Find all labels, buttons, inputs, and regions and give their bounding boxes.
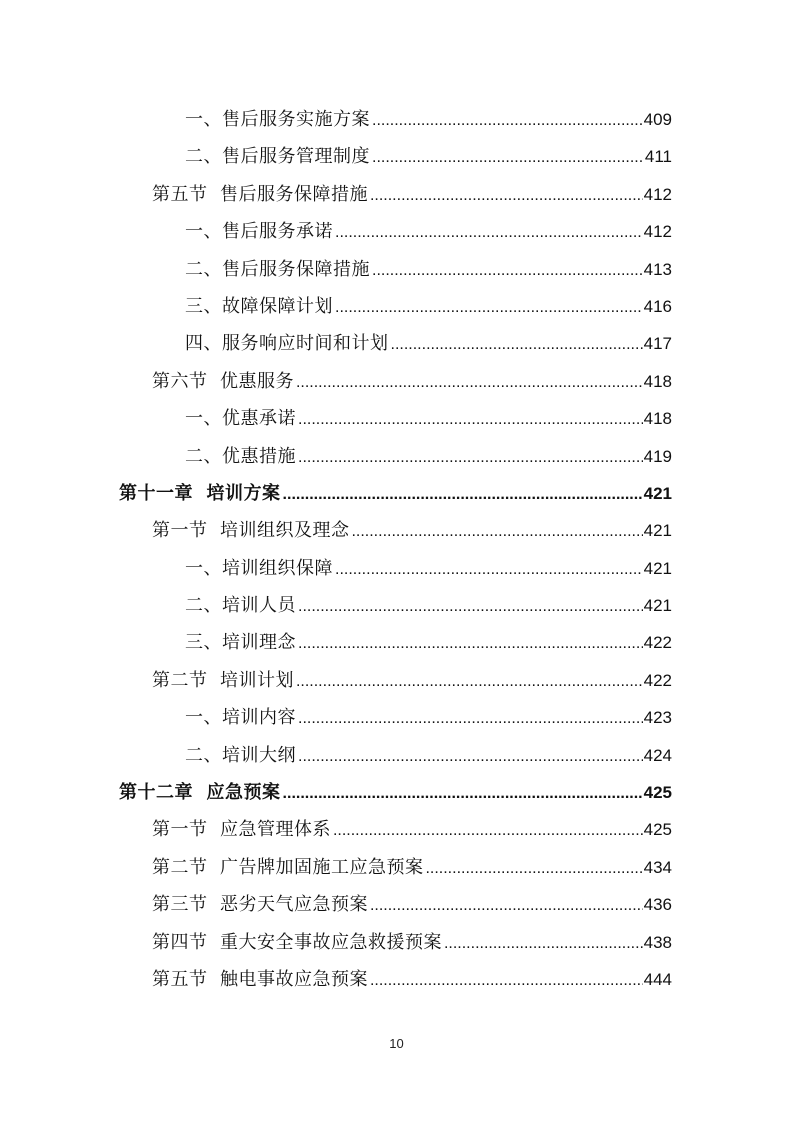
toc-section-entry[interactable] — [0, 849, 793, 886]
toc-entry-title: 二、培训人员 — [185, 595, 296, 617]
toc-dot-leader — [351, 513, 642, 550]
toc-entry-title: 第二节 培训计划 — [152, 669, 294, 691]
toc-page-number: 425 — [643, 820, 672, 840]
toc-dot-leader — [370, 962, 643, 999]
toc-section-entry[interactable] — [0, 886, 793, 923]
toc-entry-title: 一、优惠承诺 — [185, 408, 296, 430]
toc-page-number: 444 — [643, 969, 672, 989]
toc-entry-title: 第一节 应急管理体系 — [152, 819, 331, 841]
toc-page-number: 424 — [643, 745, 672, 765]
toc-chapter-entry[interactable] — [0, 475, 793, 512]
toc-entry-title: 第六节 优惠服务 — [152, 370, 294, 392]
toc-entry-title: 三、故障保障计划 — [185, 295, 333, 317]
toc-entry-title: 二、售后服务管理制度 — [185, 146, 370, 168]
toc-subsection-entry[interactable] — [0, 400, 793, 437]
toc-dot-leader — [298, 588, 643, 625]
toc-subsection-entry[interactable] — [0, 737, 793, 774]
toc-entry-title: 第一节 培训组织及理念 — [152, 520, 350, 542]
table-of-contents — [0, 101, 793, 998]
toc-subsection-entry[interactable] — [0, 438, 793, 475]
toc-subsection-entry[interactable] — [0, 101, 793, 138]
toc-subsection-entry[interactable] — [0, 550, 793, 587]
toc-entry-title: 第十一章 培训方案 — [119, 482, 281, 504]
page-number: 10 — [389, 1036, 404, 1051]
toc-entry-title: 一、培训组织保障 — [185, 557, 333, 579]
toc-entry-title: 四、服务响应时间和计划 — [185, 333, 389, 355]
toc-subsection-entry[interactable] — [0, 213, 793, 250]
toc-page-number: 421 — [643, 483, 672, 503]
toc-entry-title: 第五节 售后服务保障措施 — [152, 183, 368, 205]
toc-dot-leader — [335, 551, 643, 588]
toc-dot-leader — [283, 476, 643, 513]
toc-section-entry[interactable] — [0, 961, 793, 998]
toc-entry-title: 二、优惠措施 — [185, 445, 296, 467]
toc-section-entry[interactable] — [0, 811, 793, 848]
toc-subsection-entry[interactable] — [0, 138, 793, 175]
toc-entry-title: 一、培训内容 — [185, 707, 296, 729]
toc-dot-leader — [370, 177, 643, 214]
toc-dot-leader — [425, 850, 642, 887]
toc-section-entry[interactable] — [0, 924, 793, 961]
toc-dot-leader — [372, 102, 643, 139]
toc-page-number: 422 — [643, 670, 672, 690]
toc-entry-title: 第二节 广告牌加固施工应急预案 — [152, 856, 424, 878]
toc-entry-title: 一、售后服务承诺 — [185, 221, 333, 243]
toc-page-number: 421 — [643, 596, 672, 616]
toc-section-entry[interactable] — [0, 662, 793, 699]
toc-entry-title: 一、售后服务实施方案 — [185, 109, 370, 130]
toc-dot-leader — [372, 252, 643, 289]
toc-page-number: 411 — [644, 147, 672, 167]
toc-page-number: 425 — [643, 783, 672, 803]
toc-page-number: 419 — [643, 446, 672, 466]
toc-page-number: 412 — [643, 184, 672, 204]
toc-page-number: 438 — [643, 932, 672, 952]
toc-entry-title: 第五节 触电事故应急预案 — [152, 968, 368, 990]
toc-page-number: 417 — [643, 334, 672, 354]
toc-page-number: 423 — [643, 708, 672, 728]
toc-dot-leader — [298, 401, 643, 438]
toc-dot-leader — [296, 364, 643, 401]
toc-subsection-entry[interactable] — [0, 624, 793, 661]
toc-page-number: 409 — [643, 110, 672, 129]
toc-entry-title: 二、售后服务保障措施 — [185, 258, 370, 280]
toc-entry-title: 第三节 恶劣天气应急预案 — [152, 894, 368, 916]
toc-dot-leader — [298, 625, 643, 662]
toc-subsection-entry[interactable] — [0, 288, 793, 325]
toc-page-number: 413 — [643, 259, 672, 279]
toc-section-entry[interactable] — [0, 512, 793, 549]
toc-page-number: 416 — [643, 296, 672, 316]
toc-subsection-entry[interactable] — [0, 587, 793, 624]
toc-entry-title: 第四节 重大安全事故应急救援预案 — [152, 931, 442, 953]
toc-dot-leader — [444, 925, 643, 962]
toc-dot-leader — [372, 139, 644, 176]
toc-entry-title: 三、培训理念 — [185, 632, 296, 654]
toc-subsection-entry[interactable] — [0, 699, 793, 736]
toc-page-number: 436 — [643, 895, 672, 915]
toc-page-number: 421 — [643, 558, 672, 578]
toc-page-number: 421 — [643, 521, 672, 541]
toc-dot-leader — [391, 326, 643, 363]
toc-page-number: 418 — [643, 409, 672, 429]
toc-dot-leader — [298, 700, 643, 737]
toc-dot-leader — [298, 439, 643, 476]
toc-dot-leader — [283, 775, 643, 812]
toc-subsection-entry[interactable] — [0, 251, 793, 288]
toc-entry-title: 第十二章 应急预案 — [119, 782, 281, 804]
toc-section-entry[interactable] — [0, 363, 793, 400]
toc-page-number: 422 — [643, 633, 672, 653]
toc-entry-title: 二、培训大纲 — [185, 744, 296, 766]
toc-section-entry[interactable] — [0, 176, 793, 213]
toc-page-number: 412 — [643, 222, 672, 242]
toc-chapter-entry[interactable] — [0, 774, 793, 811]
toc-dot-leader — [335, 214, 643, 251]
toc-dot-leader — [296, 663, 643, 700]
toc-dot-leader — [370, 887, 643, 924]
toc-dot-leader — [333, 812, 643, 849]
toc-dot-leader — [335, 289, 643, 326]
toc-dot-leader — [298, 738, 643, 775]
toc-subsection-entry[interactable] — [0, 325, 793, 362]
toc-page-number: 434 — [643, 857, 672, 877]
toc-page-number: 418 — [643, 371, 672, 391]
